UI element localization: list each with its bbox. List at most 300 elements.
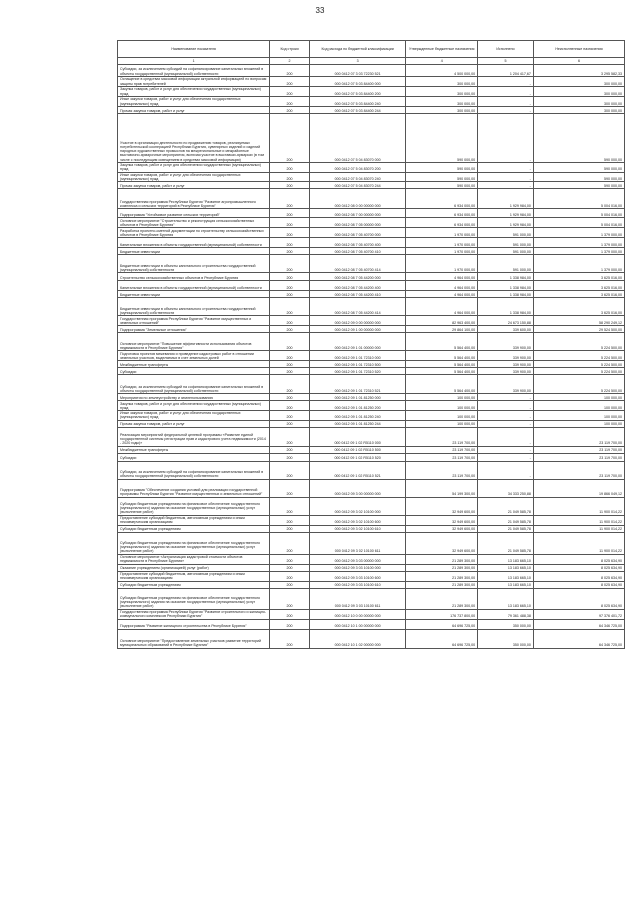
cell-executed: - — [478, 461, 534, 479]
cell-indicator-name: Бюджетные инвестиции в объекты капитального строительства государственной (муниципальной) собственности — [118, 298, 270, 316]
cell-line-code: 200 — [270, 446, 310, 453]
cell-approved: 1 970 000,00 — [406, 248, 478, 255]
table-row — [118, 446, 625, 453]
cell-budget-classification: 000 0412 07 5 04 83070 240 — [309, 172, 405, 182]
cell-executed: - — [478, 87, 534, 97]
cell-approved: 100 000,00 — [406, 411, 478, 421]
cell-indicator-name: Межбюджетные трансферты — [118, 361, 270, 368]
cell-approved: 64 696 725,00 — [406, 619, 478, 629]
table-row — [118, 238, 625, 248]
cell-indicator-name: Субсидии, за исключением субсидий на софинансирование капитальных вложений в объекты государственной (муниципальной) собственности — [118, 65, 270, 77]
table-row — [118, 453, 625, 461]
table-row — [118, 525, 625, 532]
cell-budget-classification: 000 0412 08 7 05 00000 000 — [309, 218, 405, 228]
cell-line-code: 200 — [270, 87, 310, 97]
header-indicator-name: Наименование показателя — [118, 41, 270, 58]
cell-approved: 590 000,00 — [406, 172, 478, 182]
cell-approved: 6 934 000,00 — [406, 218, 478, 228]
cell-approved: 54 199 300,00 — [406, 479, 478, 497]
cell-remaining: 5 004 016,00 — [533, 189, 624, 209]
cell-line-code: 200 — [270, 588, 310, 609]
cell-line-code: 200 — [270, 316, 310, 326]
table-row — [118, 326, 625, 333]
cell-approved: 82 963 400,00 — [406, 316, 478, 326]
cell-line-code: 200 — [270, 609, 310, 619]
table-row — [118, 87, 625, 97]
cell-executed: 339 900,00 — [478, 333, 534, 351]
cell-approved: 176 737 800,00 — [406, 609, 478, 619]
cell-line-code: 200 — [270, 65, 310, 77]
cell-indicator-name: Субсидии бюджетным учреждениям — [118, 581, 270, 588]
cell-approved: 32 949 600,00 — [406, 497, 478, 515]
cell-line-code: 200 — [270, 333, 310, 351]
cell-line-code: 200 — [270, 291, 310, 298]
cell-executed: 591 000,00 — [478, 228, 534, 238]
cell-line-code: 200 — [270, 77, 310, 87]
cell-indicator-name: Капитальные вложения в объекты государственной (муниципальной) собственности — [118, 281, 270, 291]
cell-executed: 350 000,00 — [478, 629, 534, 648]
cell-executed: 13 183 665,10 — [478, 564, 534, 571]
cell-line-code: 200 — [270, 394, 310, 401]
cell-indicator-name: Оказание учреждением (организацией) услуг (работ) — [118, 564, 270, 571]
cell-budget-classification: 000 0412 09 1 02 R5110 500 — [309, 446, 405, 453]
cell-approved: 1 970 000,00 — [406, 238, 478, 248]
cell-executed: 1 338 984,00 — [478, 281, 534, 291]
cell-executed: 13 183 665,10 — [478, 588, 534, 609]
cell-executed: 34 333 250,88 — [478, 479, 534, 497]
cell-remaining: 3 295 582,33 — [533, 65, 624, 77]
cell-approved: 21 289 300,00 — [406, 581, 478, 588]
cell-budget-classification: 000 0412 10 0 00 00000 000 — [309, 609, 405, 619]
cell-indicator-name: Предоставление субсидий бюджетным, автономным учреждениям и иным некоммерческим организациям — [118, 571, 270, 581]
cell-budget-classification: 000 0412 07 5 03 84400 200 — [309, 87, 405, 97]
cell-approved: 32 949 600,00 — [406, 532, 478, 554]
cell-approved: 4 964 000,00 — [406, 298, 478, 316]
header-executed: Исполнено — [478, 41, 534, 58]
cell-remaining: 3 625 016,00 — [533, 298, 624, 316]
cell-approved: 6 934 000,00 — [406, 189, 478, 209]
cell-executed: 1 338 984,00 — [478, 273, 534, 281]
cell-indicator-name: Основное мероприятие "Предоставление земельных участков развитие территорий муниципальных образований в Республике Бурятия" — [118, 629, 270, 648]
cell-indicator-name: Закупка товаров, работ и услуг для обеспечения государственных (муниципальных) нужд — [118, 163, 270, 173]
cell-indicator-name: Закупка товаров, работ и услуг для обеспечения государственных (муниципальных) нужд — [118, 401, 270, 411]
table-row — [118, 619, 625, 629]
cell-executed: - — [478, 401, 534, 411]
cell-approved: 29 864 100,00 — [406, 326, 478, 333]
cell-executed: 1 929 984,00 — [478, 209, 534, 218]
cell-budget-classification: 000 0412 07 5 04 83070 000 — [309, 114, 405, 163]
cell-approved: 5 564 400,00 — [406, 368, 478, 375]
cell-line-code: 200 — [270, 497, 310, 515]
cell-remaining: 590 000,00 — [533, 163, 624, 173]
cell-line-code: 200 — [270, 368, 310, 375]
cell-budget-classification: 000 0412 09 1 02 R5110 520 — [309, 453, 405, 461]
cell-executed: - — [478, 420, 534, 427]
cell-remaining: 1 379 000,00 — [533, 248, 624, 255]
cell-approved: 6 934 000,00 — [406, 209, 478, 218]
cell-line-code: 200 — [270, 189, 310, 209]
cell-budget-classification: 000 0412 07 3 03 72230 521 — [309, 65, 405, 77]
cell-approved: 23 119 700,00 — [406, 427, 478, 446]
cell-indicator-name: Бюджетные инвестиции в объекты капитального строительства государственной (муниципальной) собственности — [118, 255, 270, 273]
cell-line-code: 200 — [270, 255, 310, 273]
cell-indicator-name: Подпрограмма "Обеспечение создания условий для реализации государственной программы Республики Бурятия "Развитие имущественных и земельных отношений" — [118, 479, 270, 497]
cell-line-code: 200 — [270, 401, 310, 411]
cell-indicator-name: Основное мероприятие "Повышение эффективности использования объектов недвижимости в Республике Бурятия" — [118, 333, 270, 351]
cell-indicator-name: Иные закупки товаров, работ и услуг для обеспечения государственных (муниципальных) нужд — [118, 97, 270, 107]
cell-indicator-name: Государственная программа Республики Бурятия "Развитие строительного и жилищно-коммунального комплексов Республики Бурятия" — [118, 609, 270, 619]
cell-remaining: 590 000,00 — [533, 182, 624, 189]
cell-budget-classification: 000 0412 09 3 03 10100 610 — [309, 581, 405, 588]
cell-executed: - — [478, 107, 534, 114]
cell-approved: 100 000,00 — [406, 394, 478, 401]
column-number: 4 — [406, 58, 478, 65]
cell-executed: 21 049 585,78 — [478, 497, 534, 515]
cell-approved: 5 564 400,00 — [406, 375, 478, 394]
cell-approved: 590 000,00 — [406, 163, 478, 173]
table-row — [118, 163, 625, 173]
cell-approved: 21 289 300,00 — [406, 588, 478, 609]
cell-remaining: 5 004 016,00 — [533, 218, 624, 228]
cell-remaining: 5 224 500,00 — [533, 368, 624, 375]
cell-remaining: 5 224 500,00 — [533, 333, 624, 351]
cell-remaining: 100 000,00 — [533, 401, 624, 411]
table-row — [118, 394, 625, 401]
column-number-row — [118, 58, 625, 65]
table-row — [118, 564, 625, 571]
cell-approved: 1 970 000,00 — [406, 228, 478, 238]
table-row — [118, 218, 625, 228]
cell-line-code: 200 — [270, 532, 310, 554]
cell-executed: 1 929 984,00 — [478, 218, 534, 228]
cell-executed: 591 000,00 — [478, 248, 534, 255]
table-row — [118, 588, 625, 609]
cell-indicator-name: Субсидии бюджетным учреждениям на финансовое обеспечение государственного (муниципального) задания на оказание государственных (муниципальных) услуг (выполнение работ) — [118, 588, 270, 609]
table-row — [118, 571, 625, 581]
table-body — [118, 58, 625, 649]
cell-approved: 590 000,00 — [406, 114, 478, 163]
cell-remaining: 11 900 014,22 — [533, 515, 624, 525]
cell-indicator-name: Строительство сельскохозяйственных объектов в Республике Бурятия — [118, 273, 270, 281]
cell-remaining: 300 000,00 — [533, 77, 624, 87]
cell-line-code: 200 — [270, 420, 310, 427]
cell-indicator-name: Иные закупки товаров, работ и услуг для обеспечения государственных (муниципальных) нужд — [118, 172, 270, 182]
cell-approved: 21 289 300,00 — [406, 554, 478, 564]
cell-budget-classification: 000 0412 09 1 01 72310 000 — [309, 351, 405, 361]
cell-executed: - — [478, 453, 534, 461]
cell-budget-classification: 000 0412 08 7 05 44200 410 — [309, 291, 405, 298]
cell-approved: 64 696 725,00 — [406, 629, 478, 648]
cell-line-code: 200 — [270, 298, 310, 316]
cell-budget-classification: 000 0412 09 1 01 72310 521 — [309, 375, 405, 394]
cell-remaining: 300 000,00 — [533, 87, 624, 97]
cell-budget-classification: 000 0412 09 1 01 81250 000 — [309, 394, 405, 401]
cell-indicator-name: Подпрограмма "Развитие жилищного строительства в Республике Бурятия" — [118, 619, 270, 629]
cell-remaining: 1 379 000,00 — [533, 238, 624, 248]
cell-approved: 300 000,00 — [406, 107, 478, 114]
cell-line-code: 200 — [270, 238, 310, 248]
cell-line-code: 200 — [270, 571, 310, 581]
cell-budget-classification: 000 0412 09 1 01 81250 240 — [309, 411, 405, 421]
cell-executed: 1 929 984,00 — [478, 189, 534, 209]
cell-indicator-name: Субсидии, за исключением субсидий на софинансирование капитальных вложений в объекты государственной (муниципальной) собственности — [118, 375, 270, 394]
column-number: 1 — [118, 58, 270, 65]
cell-budget-classification: 000 0412 09 3 02 10100 611 — [309, 532, 405, 554]
cell-remaining: 64 346 725,00 — [533, 619, 624, 629]
cell-indicator-name: Субсидии бюджетным учреждениям на финансовое обеспечение государственного (муниципального) задания на оказание государственных (муниципальных) услуг (выполнение работ) — [118, 532, 270, 554]
cell-approved: 4 964 000,00 — [406, 291, 478, 298]
cell-executed: 21 049 585,78 — [478, 525, 534, 532]
table-row — [118, 172, 625, 182]
cell-approved: 21 289 300,00 — [406, 571, 478, 581]
cell-indicator-name: Бюджетные инвестиции — [118, 248, 270, 255]
cell-executed: - — [478, 114, 534, 163]
header-line-code: Код строки — [270, 41, 310, 58]
table-row — [118, 228, 625, 238]
cell-budget-classification: 000 0412 09 1 02 R5110 000 — [309, 427, 405, 446]
cell-remaining: 5 224 500,00 — [533, 375, 624, 394]
cell-indicator-name: Разработка проектно-сметной документации по строительству сельскохозяйственных объектов в Республике Бурятия — [118, 228, 270, 238]
table-row — [118, 107, 625, 114]
cell-remaining: 1 379 000,00 — [533, 228, 624, 238]
cell-remaining: 1 379 000,00 — [533, 255, 624, 273]
cell-indicator-name: Предоставление субсидий бюджетным, автономным учреждениям и иным некоммерческим организациям — [118, 515, 270, 525]
cell-line-code: 200 — [270, 97, 310, 107]
cell-indicator-name: Прочая закупка товаров, работ и услуг — [118, 107, 270, 114]
cell-budget-classification: 000 0412 08 7 05 44200 414 — [309, 298, 405, 316]
cell-executed: - — [478, 182, 534, 189]
cell-indicator-name: Основное мероприятие "Строительство и реконструкция сельскохозяйственных объектов в Республике Бурятия" — [118, 218, 270, 228]
cell-line-code: 200 — [270, 281, 310, 291]
table-row — [118, 114, 625, 163]
cell-indicator-name: Бюджетные инвестиции — [118, 291, 270, 298]
cell-executed: 339 600,00 — [478, 326, 534, 333]
cell-line-code: 200 — [270, 525, 310, 532]
cell-line-code: 200 — [270, 172, 310, 182]
cell-line-code: 200 — [270, 411, 310, 421]
cell-executed: - — [478, 97, 534, 107]
cell-executed: 591 000,00 — [478, 255, 534, 273]
cell-executed: 79 361 488,38 — [478, 609, 534, 619]
cell-remaining: 11 900 014,22 — [533, 525, 624, 532]
cell-executed: - — [478, 394, 534, 401]
header-budget-classification: Код расхода по бюджетной классификации — [309, 41, 405, 58]
table-row — [118, 273, 625, 281]
cell-executed: 13 183 665,10 — [478, 581, 534, 588]
cell-line-code: 200 — [270, 248, 310, 255]
cell-remaining: 29 524 500,00 — [533, 326, 624, 333]
cell-remaining: 23 119 700,00 — [533, 446, 624, 453]
table-row — [118, 281, 625, 291]
cell-remaining: 100 000,00 — [533, 420, 624, 427]
table-row — [118, 609, 625, 619]
cell-indicator-name: Оснащение в средствах массовой информации актуальной информацией по вопросам защиты прав потребителей — [118, 77, 270, 87]
cell-line-code: 200 — [270, 564, 310, 571]
table-row — [118, 532, 625, 554]
column-number: 2 — [270, 58, 310, 65]
cell-line-code: 200 — [270, 619, 310, 629]
cell-approved: 21 289 300,00 — [406, 564, 478, 571]
cell-executed: - — [478, 427, 534, 446]
table-row — [118, 248, 625, 255]
table-row — [118, 427, 625, 446]
cell-executed: 591 000,00 — [478, 238, 534, 248]
cell-remaining: 58 290 249,12 — [533, 316, 624, 326]
cell-budget-classification: 000 0412 09 0 00 00000 000 — [309, 316, 405, 326]
cell-remaining: 23 119 700,00 — [533, 461, 624, 479]
page-number: 33 — [315, 6, 325, 15]
cell-line-code: 200 — [270, 114, 310, 163]
cell-budget-classification: 000 0412 07 5 03 84400 000 — [309, 77, 405, 87]
table-row — [118, 351, 625, 361]
cell-approved: 5 564 400,00 — [406, 351, 478, 361]
table-row — [118, 497, 625, 515]
cell-indicator-name: Субсидии, за исключением субсидий на софинансирование капитальных вложений в объекты государственной (муниципальной) собственности — [118, 461, 270, 479]
table-header-row — [118, 41, 625, 58]
cell-remaining: 3 625 016,00 — [533, 291, 624, 298]
table-row — [118, 298, 625, 316]
cell-remaining: 8 025 634,90 — [533, 564, 624, 571]
cell-remaining: 11 900 014,22 — [533, 532, 624, 554]
cell-indicator-name: Субсидии — [118, 368, 270, 375]
cell-indicator-name: Межбюджетные трансферты — [118, 446, 270, 453]
cell-approved: 5 564 400,00 — [406, 333, 478, 351]
cell-budget-classification: 000 0412 09 1 02 R5110 521 — [309, 461, 405, 479]
cell-indicator-name: Прочая закупка товаров, работ и услуг — [118, 420, 270, 427]
table-row — [118, 97, 625, 107]
cell-indicator-name: Прочая закупка товаров, работ и услуг — [118, 182, 270, 189]
budget-execution-table — [117, 40, 625, 649]
column-number: 5 — [478, 58, 534, 65]
cell-executed: - — [478, 411, 534, 421]
cell-approved: 1 970 000,00 — [406, 255, 478, 273]
table-row — [118, 316, 625, 326]
cell-remaining: 100 000,00 — [533, 411, 624, 421]
cell-indicator-name: Подпрограмма "Земельные отношения" — [118, 326, 270, 333]
table-row — [118, 182, 625, 189]
header-remaining: Неисполненные назначения — [533, 41, 624, 58]
cell-approved: 23 119 700,00 — [406, 453, 478, 461]
cell-budget-classification: 000 0412 07 5 03 84400 240 — [309, 97, 405, 107]
cell-approved: 23 119 700,00 — [406, 446, 478, 453]
cell-line-code: 200 — [270, 479, 310, 497]
cell-remaining: 5 224 500,00 — [533, 361, 624, 368]
cell-indicator-name: Субсидии — [118, 453, 270, 461]
cell-executed: 13 183 665,10 — [478, 571, 534, 581]
cell-executed: 339 900,00 — [478, 361, 534, 368]
cell-approved: 32 949 600,00 — [406, 525, 478, 532]
cell-line-code: 200 — [270, 273, 310, 281]
cell-remaining: 64 346 725,00 — [533, 629, 624, 648]
cell-remaining: 11 900 014,22 — [533, 497, 624, 515]
cell-approved: 300 000,00 — [406, 87, 478, 97]
cell-approved: 4 964 000,00 — [406, 273, 478, 281]
cell-remaining: 5 224 500,00 — [533, 351, 624, 361]
table-row — [118, 77, 625, 87]
table-row — [118, 65, 625, 77]
table-row — [118, 420, 625, 427]
cell-approved: 100 000,00 — [406, 401, 478, 411]
cell-line-code: 200 — [270, 228, 310, 238]
cell-budget-classification: 000 0412 09 1 01 00000 000 — [309, 333, 405, 351]
cell-remaining: 300 000,00 — [533, 97, 624, 107]
cell-line-code: 200 — [270, 461, 310, 479]
table-row — [118, 411, 625, 421]
table-row — [118, 368, 625, 375]
column-number: 6 — [533, 58, 624, 65]
cell-remaining: 8 025 634,90 — [533, 554, 624, 564]
cell-budget-classification: 000 0412 09 3 02 10100 600 — [309, 515, 405, 525]
cell-line-code: 200 — [270, 453, 310, 461]
table-row — [118, 209, 625, 218]
cell-line-code: 200 — [270, 361, 310, 368]
cell-executed: 1 338 984,00 — [478, 291, 534, 298]
header-approved: Утвержденные бюджетные назначения — [406, 41, 478, 58]
table-row — [118, 375, 625, 394]
cell-line-code: 200 — [270, 163, 310, 173]
cell-executed: 339 900,00 — [478, 368, 534, 375]
cell-indicator-name: Основное мероприятие «Актуализация кадастровой стоимости объектов недвижимости в Республике Бурятия» — [118, 554, 270, 564]
cell-budget-classification: 000 0412 08 7 05 40700 000 — [309, 228, 405, 238]
cell-line-code: 200 — [270, 107, 310, 114]
cell-budget-classification: 000 0412 09 3 03 10100 611 — [309, 588, 405, 609]
cell-remaining: 5 004 016,00 — [533, 209, 624, 218]
table-row — [118, 581, 625, 588]
cell-approved: 100 000,00 — [406, 420, 478, 427]
cell-executed: 24 673 150,88 — [478, 316, 534, 326]
cell-remaining: 3 625 016,00 — [533, 281, 624, 291]
cell-line-code: 200 — [270, 182, 310, 189]
cell-indicator-name: Участие в организации деятельности по продвижению товаров, реализуемых потребительской кооперацией Республики Бурятия, сувенирных изделий и изделий народных художественных промыслов на межрегиональные и межрайонные выставочно-ярмарочные мероприятия, включая участие в выставках-ярмарках (в том числе с последующим освещением в средствах массовой информации) — [118, 114, 270, 163]
cell-indicator-name: Реализация мероприятий федеральной целевой программы «Развитие единой государственной системы регистрации прав и кадастрового учета недвижимости (2014 - 2020 годы)» — [118, 427, 270, 446]
cell-budget-classification: 000 0412 08 7 05 44200 000 — [309, 273, 405, 281]
cell-indicator-name: Субсидии бюджетным учреждениям на финансовое обеспечение государственного (муниципального) задания на оказание государственных (муниципальных) услуг (выполнение работ) — [118, 497, 270, 515]
cell-line-code: 200 — [270, 515, 310, 525]
cell-executed: - — [478, 163, 534, 173]
cell-line-code: 200 — [270, 554, 310, 564]
cell-budget-classification: 000 0412 09 1 01 81250 200 — [309, 401, 405, 411]
cell-budget-classification: 000 0412 09 3 02 10100 000 — [309, 497, 405, 515]
cell-line-code: 200 — [270, 375, 310, 394]
cell-budget-classification: 000 0412 10 1 02 00000 000 — [309, 629, 405, 648]
table-row — [118, 515, 625, 525]
cell-budget-classification: 000 0412 08 0 00 00000 000 — [309, 189, 405, 209]
cell-remaining: 23 119 700,00 — [533, 453, 624, 461]
cell-remaining: 3 625 016,00 — [533, 273, 624, 281]
cell-budget-classification: 000 0412 09 3 02 10100 610 — [309, 525, 405, 532]
table-row — [118, 189, 625, 209]
cell-executed: 1 204 417,67 — [478, 65, 534, 77]
cell-budget-classification: 000 0412 08 7 05 44200 400 — [309, 281, 405, 291]
cell-approved: 4 500 000,00 — [406, 65, 478, 77]
cell-approved: 590 000,00 — [406, 182, 478, 189]
cell-remaining: 590 000,00 — [533, 114, 624, 163]
cell-budget-classification: 000 0412 08 7 05 40700 400 — [309, 238, 405, 248]
table-row — [118, 629, 625, 648]
cell-remaining: 8 025 634,90 — [533, 588, 624, 609]
cell-budget-classification: 000 0412 08 7 05 40700 410 — [309, 248, 405, 255]
cell-indicator-name: Государственная программа Республики Бурятия "Развитие агропромышленного комплекса и сельских территорий в Республике Бурятия" — [118, 189, 270, 209]
cell-executed: 21 049 585,78 — [478, 532, 534, 554]
cell-approved: 32 949 600,00 — [406, 515, 478, 525]
cell-line-code: 200 — [270, 427, 310, 446]
table-row — [118, 479, 625, 497]
cell-remaining: 590 000,00 — [533, 172, 624, 182]
cell-line-code: 200 — [270, 629, 310, 648]
cell-approved: 300 000,00 — [406, 77, 478, 87]
cell-indicator-name: Иные закупки товаров, работ и услуг для обеспечения государственных (муниципальных) нужд — [118, 411, 270, 421]
table-row — [118, 255, 625, 273]
